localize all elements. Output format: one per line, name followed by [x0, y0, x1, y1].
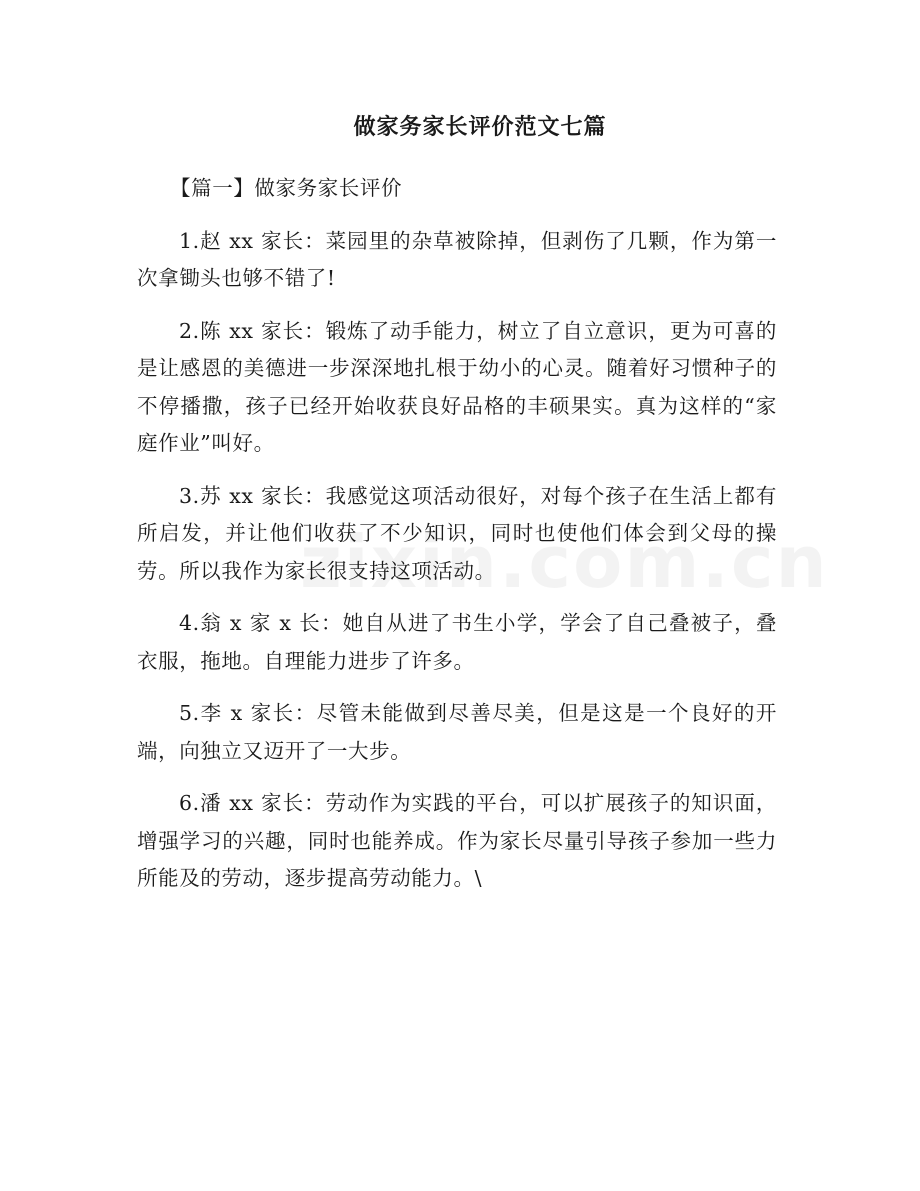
- section-heading: 【篇一】做家务家长评价: [170, 176, 403, 200]
- paragraph-4: 4.翁 x 家 x 长：她自从进了书生小学，学会了自己叠被子，叠衣服，拖地。自理能力进步了许多。: [137, 611, 777, 673]
- paragraph-3: 3.苏 xx 家长：我感觉这项活动很好，对每个孩子在生活上都有所启发，并让他们收获了不少知识，同时也使他们体会到父母的操劳。所以我作为家长很支持这项活动。: [137, 483, 777, 583]
- paragraph-5: 5.李 x 家长：尽管未能做到尽善尽美，但是这是一个良好的开端，向独立又迈开了一大步。: [137, 701, 777, 763]
- document-title: 做家务家长评价范文七篇: [353, 114, 607, 140]
- document-body: [137, 170, 777, 898]
- paragraph-6: 6.潘 xx 家长：劳动作为实践的平台，可以扩展孩子的知识面，增强学习的兴趣，同时也能养成。作为家长尽量引导孩子参加一些力所能及的劳动，逐步提高劳动能力。\: [137, 791, 777, 890]
- paragraph-1: 1.赵 xx 家长：菜园里的杂草被除掉，但剥伤了几颗，作为第一次拿锄头也够不错了!: [137, 228, 777, 290]
- paragraph-2: 2.陈 xx 家长：锻炼了动手能力，树立了自立意识，更为可喜的是让感恩的美德进一步深深地扎根于幼小的心灵。随着好习惯种子的不停播撒，孩子已经开始收获良好品格的丰硕果实。真为这样的“家庭作业”叫好。: [137, 318, 777, 455]
